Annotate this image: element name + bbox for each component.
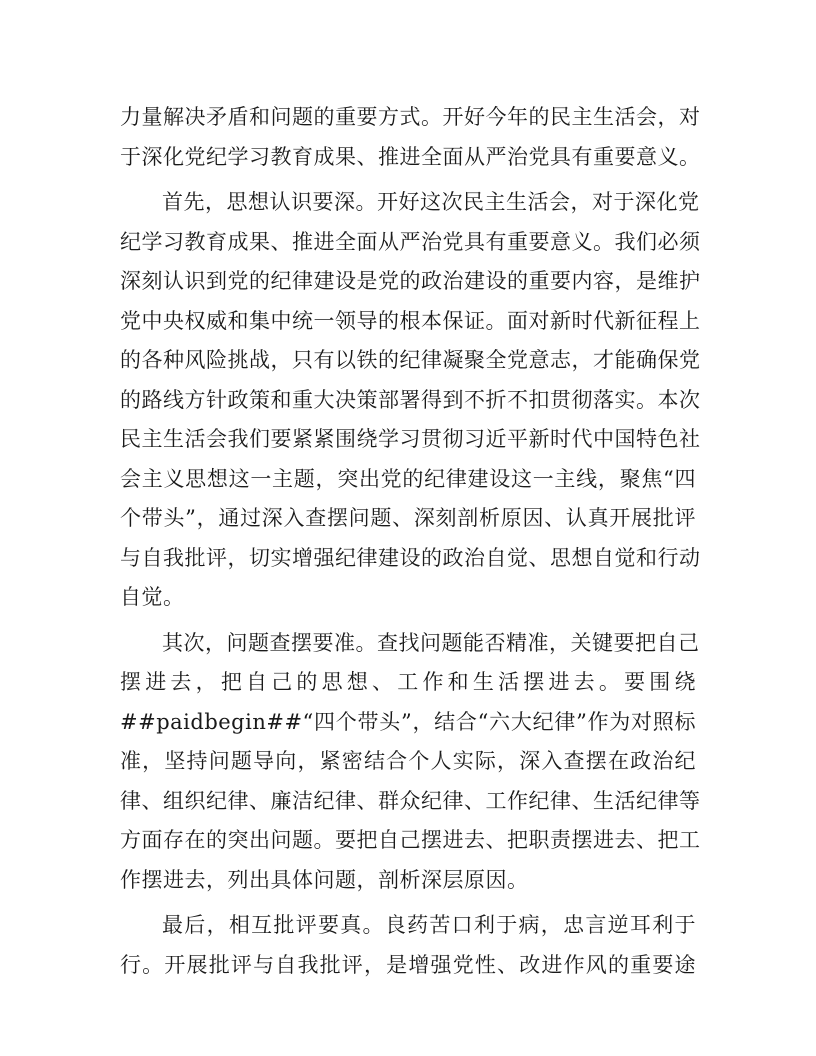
text-line: 自觉。	[120, 585, 185, 609]
document-body	[120, 98, 701, 991]
paragraph-second-point	[120, 624, 701, 901]
paragraph-first-point	[120, 183, 701, 618]
paragraph-intro	[120, 98, 701, 177]
text-line: 方面存在的突出问题。要把自己摆进去、把职责摆进去、把工	[120, 828, 701, 852]
text-line: 深刻认识到党的纪律建设是党的政治建设的重要内容，是维护	[120, 269, 701, 293]
text-line: 行。开展批评与自我批评，是增强党性、改进作风的重要途	[120, 952, 696, 977]
text-line: 首先，思想认识要深。开好这次民主生活会，对于深化党	[162, 190, 700, 214]
text-line: 准，坚持问题导向，紧密结合个人实际，深入查摆在政治纪	[120, 749, 696, 773]
text-line: 最后，相互批评要真。良药苦口利于病，忠言逆耳利于	[162, 913, 696, 937]
text-line: 作摆进去，列出具体问题，剖析深层原因。	[120, 867, 529, 892]
text-line: ##paidbegin##“四个带头”，结合“六大纪律”作为对照标	[120, 709, 696, 734]
text-line: 于深化党纪学习教育成果、推进全面从严治党具有重要意义。	[120, 144, 701, 169]
paragraph-third-point	[120, 906, 696, 985]
text-line: 的路线方针政策和重大决策部署得到不折不扣贯彻落实。本次	[120, 387, 701, 412]
text-line: 摆进去，把自己的思想、工作和生活摆进去。要围绕	[120, 670, 696, 694]
text-line: 力量解决矛盾和问题的重要方式。开好今年的民主生活会，对	[120, 105, 701, 129]
text-line: 个带头”，通过深入查摆问题、深刻剖析原因、认真开展批评	[120, 506, 696, 530]
text-line: 的各种风险挑战，只有以铁的纪律凝聚全党意志，才能确保党	[120, 348, 701, 372]
text-line: 律、组织纪律、廉洁纪律、群众纪律、工作纪律、生活纪律等	[120, 788, 701, 813]
text-line: 与自我批评，切实增强纪律建设的政治自觉、思想自觉和行动	[120, 545, 701, 570]
text-line: 民主生活会我们要紧紧围绕学习贯彻习近平新时代中国特色社	[120, 427, 701, 451]
text-line: 党中央权威和集中统一领导的根本保证。面对新时代新征程上	[120, 308, 701, 333]
text-line: 其次，问题查摆要准。查找问题能否精准，关键要把自己	[162, 630, 700, 655]
text-line: 会主义思想这一主题，突出党的纪律建设这一主线，聚焦“四	[120, 466, 696, 491]
text-line: 纪学习教育成果、推进全面从严治党具有重要意义。我们必须	[120, 229, 701, 254]
